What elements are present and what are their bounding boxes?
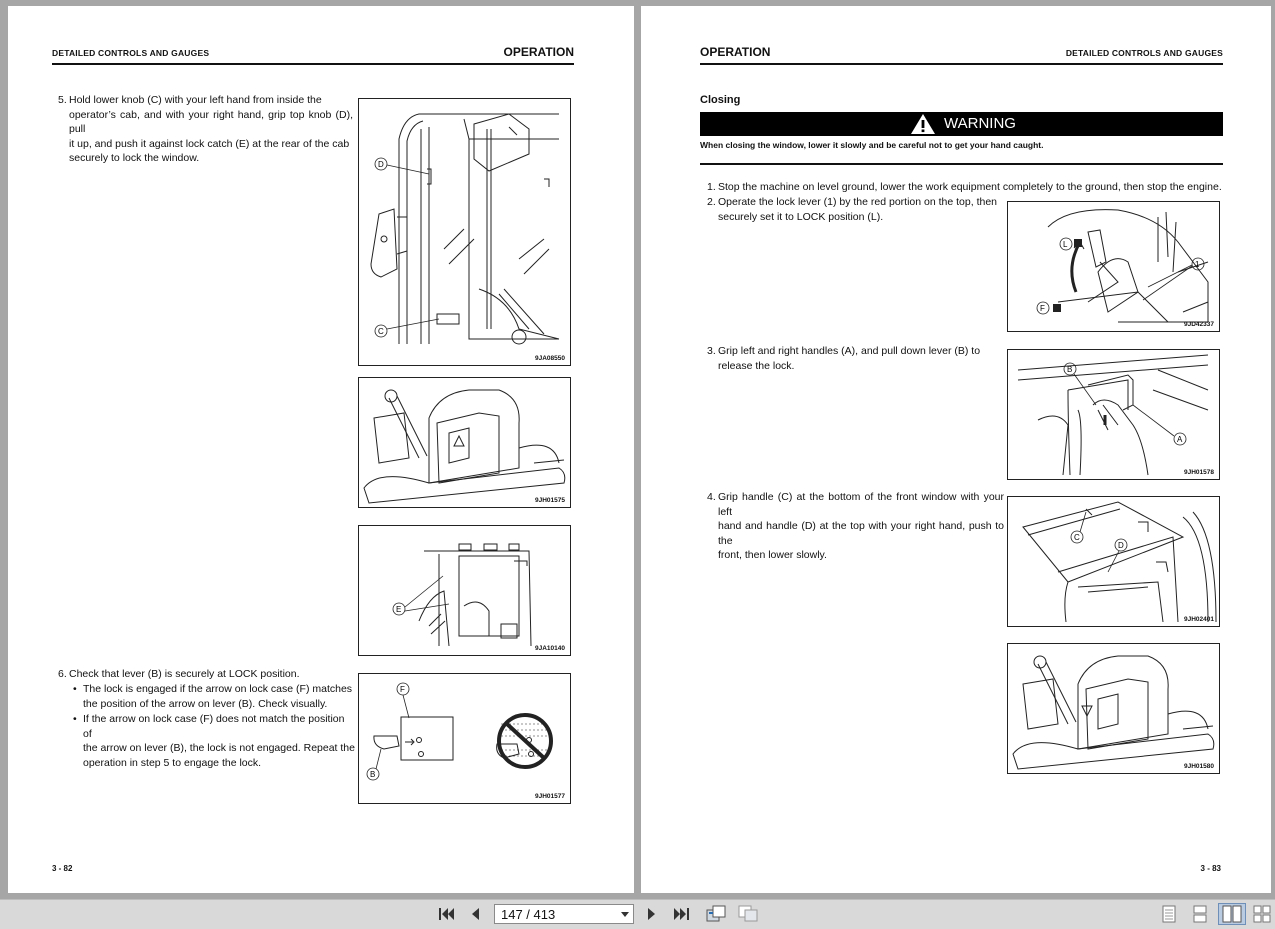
- continuous-facing-view-button[interactable]: [1252, 905, 1272, 923]
- step-2-number: 2.: [707, 196, 716, 208]
- front-window-illustration: [1008, 497, 1219, 626]
- figure-excavator-lowering: [1007, 643, 1220, 774]
- next-page-icon: [646, 906, 658, 922]
- bullet-line: • The lock is engaged if the arrow on lock case (F) matches: [83, 683, 353, 695]
- header-rule: [700, 63, 1223, 65]
- step-5-line: it up, and push it against lock catch (E) at the rear of the cab: [69, 137, 350, 150]
- callout-1: 1: [1195, 260, 1200, 269]
- step-6-text: Check that lever (B) is securely at LOCK position.: [69, 668, 300, 680]
- figure-release-lock: [1007, 349, 1220, 480]
- lock-case-illustration: [359, 674, 570, 803]
- figure-code: 9JH01578: [1184, 469, 1214, 476]
- step-4-number: 4.: [707, 491, 716, 503]
- warning-triangle-icon: [910, 113, 936, 135]
- step-2-text: [718, 195, 1002, 224]
- first-page-icon: [437, 906, 455, 922]
- figure-lock-case: [358, 673, 571, 804]
- step-3-number: 3.: [707, 345, 716, 357]
- step-6-number: 6.: [58, 668, 67, 680]
- lock-catch-illustration: [359, 526, 570, 655]
- figure-excavator-cab: [358, 377, 571, 508]
- warning-rule: [700, 163, 1223, 165]
- figure-lock-lever: [1007, 201, 1220, 332]
- callout-B: B: [1067, 365, 1073, 374]
- callout-C: C: [378, 327, 384, 336]
- continuous-view-button[interactable]: [1189, 905, 1211, 923]
- viewer-toolbar: [0, 899, 1275, 929]
- callout-A: A: [1177, 435, 1183, 444]
- single-page-view-button[interactable]: [1158, 905, 1180, 923]
- header-rule: [52, 63, 574, 65]
- callout-D: D: [378, 160, 384, 169]
- step-1-number: 1.: [707, 181, 716, 193]
- first-page-button[interactable]: [436, 905, 456, 923]
- step-4-line: hand and handle (D) at the top with your right hand, push to the: [718, 520, 1004, 547]
- page-number: 3 - 82: [52, 864, 73, 873]
- go-back-view-button[interactable]: [704, 905, 728, 923]
- step-5-line: operator’s cab, and with your right hand, grip top knob (D), pull: [69, 108, 353, 136]
- continuous-facing-icon: [1253, 905, 1271, 923]
- previous-page-icon: [469, 906, 481, 922]
- facing-pages-icon: [1222, 905, 1242, 923]
- callout-B: B: [370, 770, 376, 779]
- figure-front-window-handles: [1007, 496, 1220, 627]
- step-4-line: Grip handle (C) at the bottom of the front window with your left: [718, 491, 1004, 518]
- step-6-bullet: [83, 682, 355, 711]
- figure-code: 9JH01575: [535, 497, 565, 504]
- chevron-down-icon: [621, 912, 629, 917]
- step-2-line: securely set it to LOCK position (L).: [718, 210, 884, 223]
- figure-code: 9JH01577: [535, 793, 565, 800]
- callout-E: E: [396, 605, 402, 614]
- back-view-icon: [705, 905, 727, 923]
- section-header-left: OPERATION: [700, 45, 771, 59]
- warning-banner: [700, 112, 1223, 136]
- single-page-icon: [1162, 905, 1176, 923]
- cab-window-illustration: [359, 99, 570, 365]
- continuous-page-icon: [1193, 905, 1207, 923]
- step-4-line: front, then lower slowly.: [718, 549, 827, 562]
- step-3-line: release the lock.: [718, 359, 795, 372]
- last-page-icon: [673, 906, 691, 922]
- excavator-illustration: [359, 378, 570, 507]
- next-page-button[interactable]: [643, 905, 661, 923]
- warning-label: WARNING: [944, 115, 1016, 132]
- callout-C: C: [1074, 533, 1080, 542]
- step-3-text: [718, 344, 1002, 373]
- page-indicator: 147 / 413: [501, 907, 556, 922]
- step-5-line: securely to lock the window.: [69, 152, 200, 165]
- running-header-left: DETAILED CONTROLS AND GAUGES: [52, 48, 210, 58]
- go-forward-view-button[interactable]: [736, 905, 760, 923]
- forward-view-icon: [737, 905, 759, 923]
- running-header-right: DETAILED CONTROLS AND GAUGES: [1065, 48, 1223, 58]
- page-number: 3 - 83: [1200, 864, 1221, 873]
- section-header-right: OPERATION: [503, 45, 574, 59]
- step-1-text: Stop the machine on level ground, lower the work equipment completely to the ground, then stop the engine.: [718, 181, 1222, 193]
- figure-code: 9JH01580: [1184, 763, 1214, 770]
- figure-code: 9JH02401: [1184, 616, 1214, 623]
- warning-text: When closing the window, lower it slowly and be careful not to get your hand caught.: [700, 140, 1044, 150]
- lock-lever-illustration: [1008, 202, 1219, 331]
- figure-code: 9JD42337: [1184, 321, 1214, 328]
- bullet-line: operation in step 5 to engage the lock.: [83, 756, 262, 769]
- figure-code: 9JA10140: [535, 645, 565, 652]
- step-2-line: Operate the lock lever (1) by the red portion on the top, then: [718, 196, 997, 208]
- last-page-button[interactable]: [672, 905, 692, 923]
- callout-F: F: [400, 685, 405, 694]
- figure-code: 9JA08550: [535, 355, 565, 362]
- release-lock-illustration: [1008, 350, 1219, 479]
- step-5-text: [69, 93, 353, 166]
- step-3-line: Grip left and right handles (A), and pull down lever (B) to: [718, 345, 981, 357]
- callout-L: L: [1063, 240, 1068, 249]
- previous-page-button[interactable]: [466, 905, 484, 923]
- page-number-select[interactable]: [494, 904, 634, 924]
- callout-D: D: [1118, 541, 1124, 550]
- bullet-line: the position of the arrow on lever (B). Check visually.: [83, 697, 328, 710]
- step-6-bullet: [83, 712, 355, 770]
- figure-cab-window-lock: [358, 98, 571, 366]
- bullet-line: • If the arrow on lock case (F) does not match the position of: [83, 713, 345, 740]
- excavator-lowering-illustration: [1008, 644, 1219, 773]
- figure-lock-catch: [358, 525, 571, 656]
- bullet-line: the arrow on lever (B), the lock is not engaged. Repeat the: [83, 742, 355, 755]
- callout-F: F: [1040, 304, 1045, 313]
- step-5-number: 5.: [58, 94, 67, 106]
- right-page: [641, 6, 1271, 893]
- section-title: Closing: [700, 94, 741, 106]
- step-5-line: Hold lower knob (C) with your left hand from inside the: [69, 94, 322, 106]
- step-4-text: [718, 490, 1004, 563]
- facing-pages-view-button[interactable]: [1218, 903, 1246, 925]
- left-page: [8, 6, 634, 893]
